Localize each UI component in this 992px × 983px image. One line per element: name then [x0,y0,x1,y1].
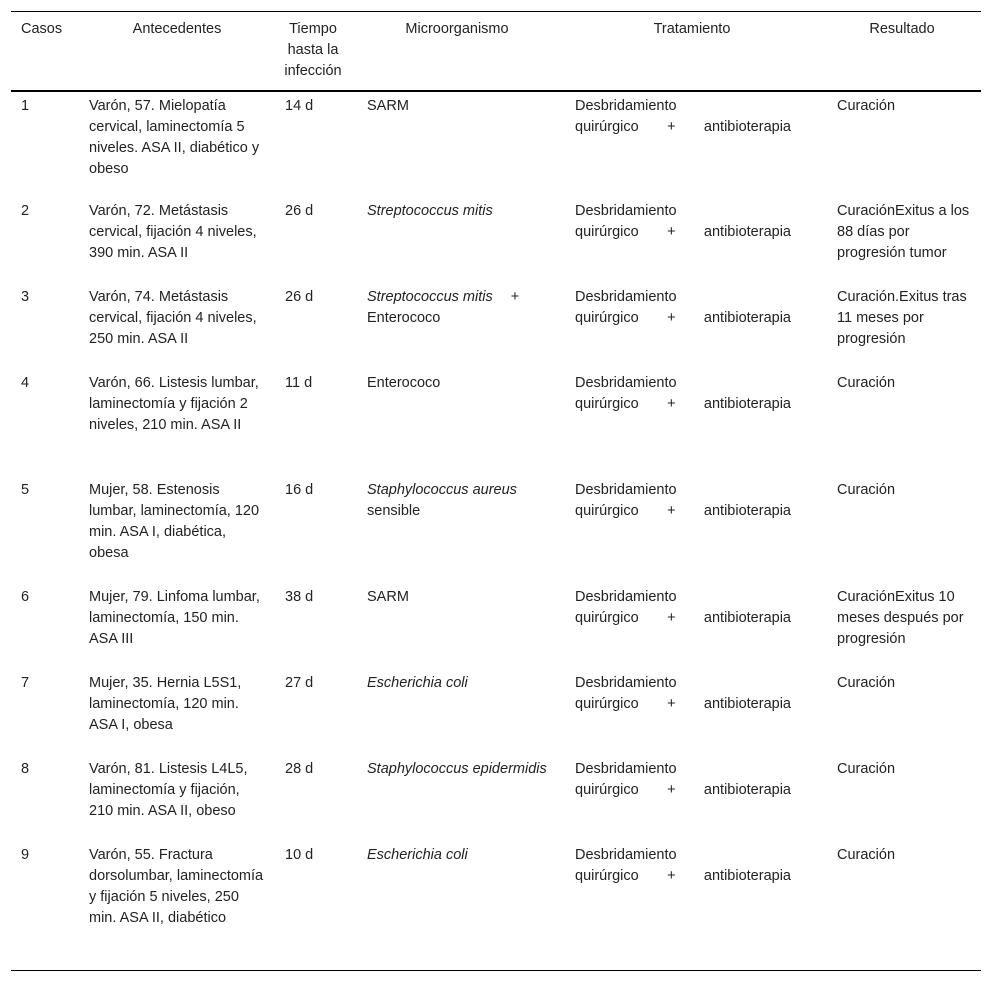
tratamiento-line1: Desbridamiento [575,289,677,305]
header-resultado: Resultado [869,21,935,37]
cell-microorganismo: Escherichia coli [367,675,468,691]
header-row [11,12,981,92]
cell-resultado: Curación [837,847,896,863]
cell-caso: 1 [21,98,30,114]
tratamiento-word1: quirúrgico [575,224,639,240]
micro-primary: Streptococcus mitis [367,289,493,305]
cell-resultado: Curación [837,675,896,691]
cell-tiempo: 27 d [285,675,314,691]
tratamiento-word1: quirúrgico [575,396,639,412]
cell-caso: 8 [21,761,30,777]
tratamiento-plus: + [667,782,676,798]
tratamiento-word2: antibioterapia [703,610,791,626]
cell-resultado: Curación.Exitus tras 11 meses por progresión [837,289,967,347]
tratamiento-line1: Desbridamiento [575,675,677,691]
tratamiento-plus: + [667,868,676,884]
tratamiento-line2 [575,394,791,415]
tratamiento-line1: Desbridamiento [575,761,677,777]
cell-microorganismo: Streptococcus mitis [367,203,493,219]
cell-microorganismo: SARM [367,98,409,114]
cell-antecedentes: Varón, 81. Listesis L4L5, laminectomía y fijación, 210 min. ASA II, obeso [89,761,248,819]
cell-tiempo: 28 d [285,761,314,777]
tratamiento-line2 [575,308,791,329]
micro-secondary: sensible [367,503,421,519]
table-row [11,584,981,670]
cases-table [11,11,981,971]
tratamiento-word2: antibioterapia [703,224,791,240]
cell-tiempo: 11 d [285,375,313,391]
cell-tiempo: 26 d [285,289,314,305]
cell-caso: 9 [21,847,30,863]
cell-resultado: CuraciónExitus a los 88 días por progresión tumor [837,203,970,261]
cell-resultado: Curación [837,375,896,391]
tratamiento-line2 [575,694,791,715]
tratamiento-line2 [575,608,791,629]
tratamiento-line1: Desbridamiento [575,589,677,605]
tratamiento-word2: antibioterapia [703,119,791,135]
cell-caso: 6 [21,589,30,605]
cell-tiempo: 38 d [285,589,314,605]
tratamiento-word1: quirúrgico [575,610,639,626]
cell-caso: 2 [21,203,30,219]
tratamiento-word2: antibioterapia [703,696,791,712]
tratamiento-plus: + [667,224,676,240]
cell-antecedentes: Mujer, 35. Hernia L5S1, laminectomía, 120 min. ASA I, obesa [89,675,242,733]
tratamiento-line2 [575,222,791,243]
cell-caso: 5 [21,482,30,498]
table-row [11,756,981,842]
table-row [11,477,981,584]
cell-microorganismo: SARM [367,589,409,605]
cell-resultado: CuraciónExitus 10 meses después por progresión [837,589,964,647]
tratamiento-line1: Desbridamiento [575,203,677,219]
cell-antecedentes: Varón, 55. Fractura dorsolumbar, laminectomía y fijación 5 niveles, 250 min. ASA II, diabético [89,847,264,926]
header-casos: Casos [21,21,63,37]
table-row [11,670,981,756]
tratamiento-plus: + [667,503,676,519]
cell-tratamiento [561,91,823,198]
tratamiento-word1: quirúrgico [575,868,639,884]
cell-microorganismo: Escherichia coli [367,847,468,863]
tratamiento-word1: quirúrgico [575,503,639,519]
cell-microorganismo: Enterococo [367,375,441,391]
cell-caso: 3 [21,289,30,305]
cell-tiempo: 26 d [285,203,314,219]
tratamiento-word2: antibioterapia [703,782,791,798]
cell-resultado: Curación [837,98,896,114]
header-tratamiento: Tratamiento [653,21,731,37]
cell-caso: 7 [21,675,30,691]
cell-tratamiento [561,756,823,842]
micro-secondary: Enterococo [367,310,441,326]
table-row [11,284,981,370]
tratamiento-plus: + [667,696,676,712]
cell-tratamiento [561,670,823,756]
cell-antecedentes: Varón, 66. Listesis lumbar, laminectomía y fijación 2 niveles, 210 min. ASA II [89,375,259,433]
tratamiento-word2: antibioterapia [703,503,791,519]
tratamiento-line2 [575,780,791,801]
table-row [11,842,981,970]
cell-tratamiento [561,477,823,584]
tratamiento-word2: antibioterapia [703,396,791,412]
tratamiento-plus: + [667,396,676,412]
cell-antecedentes: Varón, 57. Mielopatía cervical, laminectomía 5 niveles. ASA II, diabético y obeso [89,98,260,177]
table-row [11,370,981,477]
tratamiento-word2: antibioterapia [703,868,791,884]
cell-tiempo: 16 d [285,482,314,498]
table-body [11,91,981,970]
header-microorganismo: Microorganismo [405,21,509,37]
table-container [11,11,981,971]
cell-microorganismo [353,477,561,584]
tratamiento-line2 [575,501,791,522]
tratamiento-word1: quirúrgico [575,310,639,326]
cell-tiempo: 10 d [285,847,314,863]
tratamiento-word1: quirúrgico [575,696,639,712]
header-tiempo: Tiempo hasta la infección [284,21,342,79]
micro-primary: Staphylococcus aureus [367,482,517,498]
tratamiento-line1: Desbridamiento [575,847,677,863]
table-row [11,91,981,198]
cell-microorganismo: Staphylococcus epidermidis [367,761,547,777]
cell-microorganismo [353,284,561,370]
micro-plus: + [510,289,520,305]
cell-caso: 4 [21,375,30,391]
cell-tiempo: 14 d [285,98,314,114]
tratamiento-line2 [575,866,791,887]
tratamiento-line1: Desbridamiento [575,98,677,114]
cell-resultado: Curación [837,482,896,498]
cell-tratamiento [561,584,823,670]
tratamiento-line1: Desbridamiento [575,375,677,391]
cell-tratamiento [561,370,823,477]
tratamiento-line1: Desbridamiento [575,482,677,498]
cell-tratamiento [561,198,823,284]
tratamiento-plus: + [667,119,676,135]
table-header [11,12,981,92]
tratamiento-line2 [575,117,791,138]
tratamiento-plus: + [667,310,676,326]
cell-antecedentes: Mujer, 58. Estenosis lumbar, laminectomía, 120 min. ASA I, diabética, obesa [89,482,260,561]
cell-tratamiento [561,284,823,370]
table-row [11,198,981,284]
header-antecedentes: Antecedentes [132,21,222,37]
tratamiento-word1: quirúrgico [575,782,639,798]
tratamiento-word2: antibioterapia [703,310,791,326]
tratamiento-word1: quirúrgico [575,119,639,135]
cell-tratamiento [561,842,823,970]
cell-resultado: Curación [837,761,896,777]
cell-antecedentes: Varón, 72. Metástasis cervical, fijación 4 niveles, 390 min. ASA II [89,203,257,261]
cell-antecedentes: Mujer, 79. Linfoma lumbar, laminectomía, 150 min. ASA III [89,589,260,647]
cell-antecedentes: Varón, 74. Metástasis cervical, fijación 4 niveles, 250 min. ASA II [89,289,257,347]
tratamiento-plus: + [667,610,676,626]
